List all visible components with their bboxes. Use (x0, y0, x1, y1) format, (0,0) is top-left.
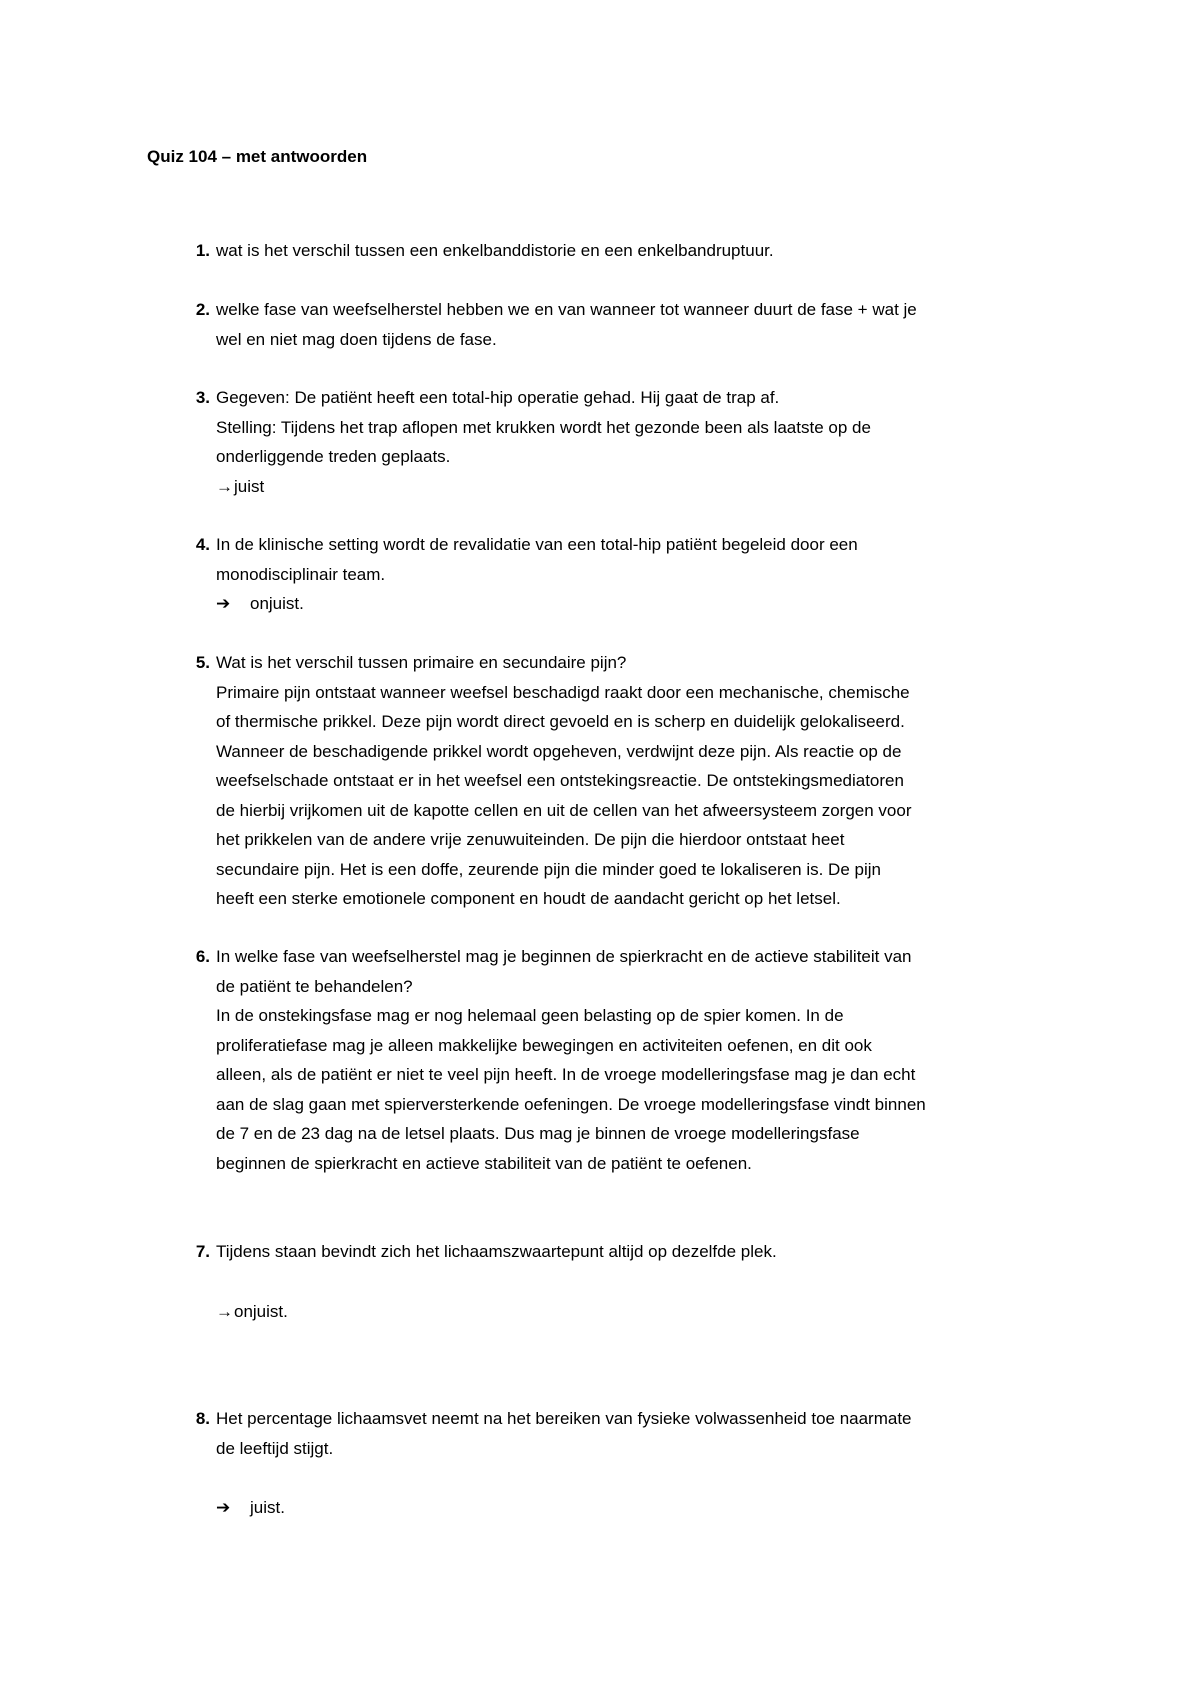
question-number: 5. (195, 653, 210, 672)
question-line: In welke fase van weefselherstel mag je beginnen de spierkracht en de actieve stabiliteit van (216, 947, 912, 966)
question-line: de patiënt te behandelen? (216, 976, 413, 996)
question-line: beginnen de spierkracht en actieve stabiliteit van de patiënt te oefenen. (216, 1153, 752, 1173)
question-line: de 7 en de 23 dag na de letsel plaats. Dus mag je binnen de vroege modelleringsfase (216, 1124, 860, 1143)
question-line: alleen, als de patiënt er niet te veel pijn heeft. In de vroege modelleringsfase mag je dan echt (216, 1065, 916, 1084)
arrow-right-icon: → (216, 476, 233, 496)
question-line: proliferatiefase mag je alleen makkelijke bewegingen en activiteiten oefenen, en dit ook (216, 1035, 872, 1055)
question-number: 4. (195, 535, 210, 554)
question-line: of thermische prikkel. Deze pijn wordt direct gevoeld en is scherp en duidelijk gelokaliseerd. (216, 712, 905, 731)
question-line: wel en niet mag doen tijdens de fase. (216, 329, 497, 349)
question-line: Wanneer de beschadigende prikkel wordt opgeheven, verdwijnt deze pijn. Als reactie op de (216, 741, 902, 761)
question-body (216, 1237, 1066, 1326)
arrow-right-icon: → (216, 1301, 233, 1321)
question-body (216, 648, 1066, 914)
question-line: Het percentage lichaamsvet neemt na het bereiken van fysieke volwassenheid toe naarmate (216, 1409, 912, 1428)
answer-text: juist. (250, 1498, 285, 1517)
question-body (216, 942, 1066, 1178)
question-number: 3. (195, 388, 210, 407)
question-line: monodisciplinair team. (216, 564, 386, 584)
question-line: aan de slag gaan met spierversterkende oefeningen. De vroege modelleringsfase vindt binnen (216, 1094, 926, 1114)
arrow-right-icon: ➔ (216, 594, 231, 613)
answer-text: onjuist. (250, 594, 304, 613)
question-number: 1. (195, 241, 210, 260)
question-number: 7. (195, 1242, 210, 1261)
question-line: Primaire pijn ontstaat wanneer weefsel beschadigd raakt door een mechanische, chemische (216, 682, 910, 702)
question-line: In de onstekingsfase mag er nog helemaal geen belasting op de spier komen. In de (216, 1006, 844, 1025)
question-line: Stelling: Tijdens het trap aflopen met krukken wordt het gezonde been als laatste op de (216, 417, 871, 437)
question-number: 6. (195, 947, 210, 966)
question-line: secundaire pijn. Het is een doffe, zeurende pijn die minder goed te lokaliseren is. De pijn (216, 859, 881, 879)
question-line: de hierbij vrijkomen uit de kapotte cellen en uit de cellen van het afweersysteem zorgen voor (216, 800, 912, 820)
question-line: onderliggende treden geplaats. (216, 447, 451, 466)
question-line: In de klinische setting wordt de revalidatie van een total-hip patiënt begeleid door een (216, 535, 858, 554)
answer-line (216, 472, 1066, 502)
answer-line (216, 1297, 1066, 1327)
answer-line (216, 589, 1066, 619)
question-body (216, 236, 1066, 266)
question-number: 8. (195, 1409, 210, 1428)
question-line: heeft een sterke emotionele component en houdt de aandacht gericht op het letsel. (216, 889, 841, 908)
question-line: wat is het verschil tussen een enkelbanddistorie en een enkelbandruptuur. (216, 241, 774, 260)
question-body (216, 530, 1066, 619)
question-line: Wat is het verschil tussen primaire en secundaire pijn? (216, 653, 627, 672)
arrow-right-icon: ➔ (216, 1498, 231, 1517)
question-line: welke fase van weefselherstel hebben we en van wanneer tot wanneer duurt de fase + wat je (216, 300, 917, 319)
question-body (216, 1404, 1066, 1523)
question-line: Tijdens staan bevindt zich het lichaamszwaartepunt altijd op dezelfde plek. (216, 1242, 777, 1261)
question-number: 2. (195, 300, 210, 319)
document-title: Quiz 104 – met antwoorden (147, 147, 368, 166)
question-line: Gegeven: De patiënt heeft een total-hip operatie gehad. Hij gaat de trap af. (216, 388, 780, 407)
answer-text: onjuist. (234, 1301, 288, 1321)
answer-line (216, 1493, 1066, 1523)
question-body (216, 295, 1066, 354)
question-body (216, 383, 1066, 501)
question-line: de leeftijd stijgt. (216, 1438, 334, 1458)
answer-text: juist (234, 476, 265, 496)
question-line: weefselschade ontstaat er in het weefsel een ontstekingsreactie. De ontstekingsmediatoren (216, 771, 904, 790)
question-line: het prikkelen van de andere vrije zenuwuiteinden. De pijn die hierdoor ontstaat heet (216, 830, 845, 849)
